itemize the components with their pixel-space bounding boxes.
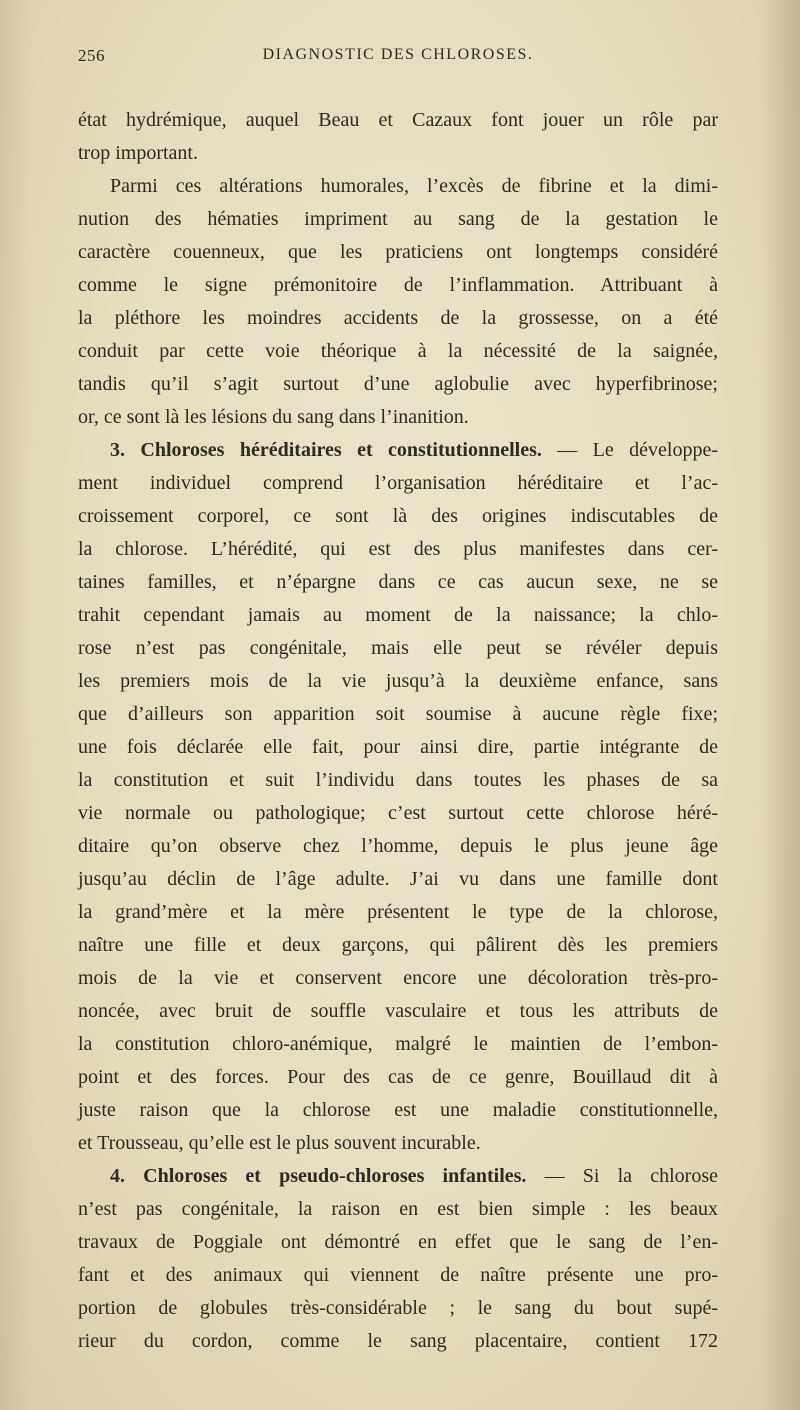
- line-text: une fois déclarée elle fait, pour ainsi dire, partie intégrante de: [78, 736, 718, 758]
- text-line: [78, 830, 718, 863]
- text-line: [78, 731, 718, 764]
- text-line: [78, 203, 718, 236]
- section-heading-bold: 4. Chloroses et pseudo-chloroses infantiles.: [110, 1165, 527, 1187]
- line-text: tandis qu’il s’agit surtout d’une aglobulie avec hyperfibrinose;: [78, 373, 718, 395]
- text-line: [78, 1127, 718, 1160]
- line-text: la pléthore les moindres accidents de la grossesse, on a été: [78, 307, 718, 329]
- section-heading-bold: 3. Chloroses héréditaires et constitutionnelles.: [110, 439, 542, 461]
- line-text: jusqu’au déclin de l’âge adulte. J’ai vu dans une famille dont: [78, 868, 718, 890]
- text-line: [78, 1160, 718, 1193]
- text-line: [78, 863, 718, 896]
- text-line: [78, 1028, 718, 1061]
- text-line: [78, 137, 718, 170]
- line-text: ment individuel comprend l’organisation héréditaire et l’ac-: [78, 472, 718, 494]
- text-line: [78, 1193, 718, 1226]
- line-text: fant et des animaux qui viennent de naître présente une pro-: [78, 1264, 718, 1286]
- text-line: [78, 962, 718, 995]
- text-line: [78, 1292, 718, 1325]
- text-line: [78, 632, 718, 665]
- text-line: [78, 896, 718, 929]
- line-text: Parmi ces altérations humorales, l’excès de fibrine et la dimi-: [110, 175, 718, 197]
- line-text: n’est pas congénitale, la raison en est bien simple : les beaux: [78, 1198, 718, 1220]
- text-line: [78, 1061, 718, 1094]
- line-text: que d’ailleurs son apparition soit soumise à aucune règle fixe;: [78, 703, 718, 725]
- text-block: [78, 104, 718, 1358]
- page-number: 256: [78, 46, 105, 65]
- line-text: vie normale ou pathologique; c’est surtout cette chlorose héré-: [78, 802, 718, 824]
- line-text: comme le signe prémonitoire de l’inflammation. Attribuant à: [78, 274, 718, 296]
- line-text: travaux de Poggiale ont démontré en effet que le sang de l’en-: [78, 1231, 718, 1253]
- line-text: rose n’est pas congénitale, mais elle peut se révéler depuis: [78, 637, 718, 659]
- line-text: rieur du cordon, comme le sang placentaire, contient 172: [78, 1330, 718, 1352]
- text-line: [78, 1094, 718, 1127]
- line-text: la constitution et suit l’individu dans toutes les phases de sa: [78, 769, 718, 791]
- line-text: noncée, avec bruit de souffle vasculaire et tous les attributs de: [78, 1000, 718, 1022]
- text-line: [78, 533, 718, 566]
- line-text: or, ce sont là les lésions du sang dans l’inanition.: [78, 406, 469, 428]
- page-header: [78, 46, 718, 70]
- text-line: [78, 467, 718, 500]
- line-text: trop important.: [78, 142, 198, 164]
- line-text: ditaire qu’on observe chez l’homme, depuis le plus jeune âge: [78, 835, 718, 857]
- text-line: [78, 929, 718, 962]
- line-text: la grand’mère et la mère présentent le type de la chlorose,: [78, 901, 718, 923]
- running-header: DIAGNOSTIC DES CHLOROSES.: [262, 46, 534, 63]
- text-line: [78, 500, 718, 533]
- line-text: point et des forces. Pour des cas de ce genre, Bouillaud dit à: [78, 1066, 718, 1088]
- line-text: naître une fille et deux garçons, qui pâlirent dès les premiers: [78, 934, 718, 956]
- text-line: [78, 665, 718, 698]
- text-line: [78, 1226, 718, 1259]
- line-text: la chlorose. L’hérédité, qui est des plus manifestes dans cer-: [78, 538, 718, 560]
- line-text: trahit cependant jamais au moment de la naissance; la chlo-: [78, 604, 718, 626]
- text-line: [78, 368, 718, 401]
- line-text: juste raison que la chlorose est une maladie constitutionnelle,: [78, 1099, 718, 1121]
- line-text: les premiers mois de la vie jusqu’à la deuxième enfance, sans: [78, 670, 718, 692]
- line-text: conduit par cette voie théorique à la nécessité de la saignée,: [78, 340, 718, 362]
- line-text: mois de la vie et conservent encore une décoloration très-pro-: [78, 967, 718, 989]
- line-text: caractère couenneux, que les praticiens ont longtemps considéré: [78, 241, 718, 263]
- text-line: [78, 434, 718, 467]
- text-line: [78, 170, 718, 203]
- text-line: [78, 1325, 718, 1358]
- line-text: — Si la chlorose: [526, 1165, 718, 1187]
- line-text: la constitution chloro-anémique, malgré le maintien de l’embon-: [78, 1033, 718, 1055]
- text-line: [78, 566, 718, 599]
- text-line: [78, 269, 718, 302]
- text-line: [78, 599, 718, 632]
- line-text: croissement corporel, ce sont là des origines indiscutables de: [78, 505, 718, 527]
- text-line: [78, 698, 718, 731]
- line-text: — Le développe-: [541, 439, 718, 461]
- line-text: taines familles, et n’épargne dans ce cas aucun sexe, ne se: [78, 571, 718, 593]
- line-text: et Trousseau, qu’elle est le plus souvent incurable.: [78, 1132, 481, 1154]
- text-line: [78, 236, 718, 269]
- text-line: [78, 995, 718, 1028]
- text-line: [78, 797, 718, 830]
- text-line: [78, 335, 718, 368]
- line-text: nution des hématies impriment au sang de la gestation le: [78, 208, 718, 230]
- line-text: portion de globules très-considérable ; le sang du bout supé-: [78, 1297, 718, 1319]
- text-line: [78, 302, 718, 335]
- text-line: [78, 104, 718, 137]
- text-line: [78, 764, 718, 797]
- text-line: [78, 401, 718, 434]
- line-text: état hydrémique, auquel Beau et Cazaux font jouer un rôle par: [78, 109, 718, 131]
- text-line: [78, 1259, 718, 1292]
